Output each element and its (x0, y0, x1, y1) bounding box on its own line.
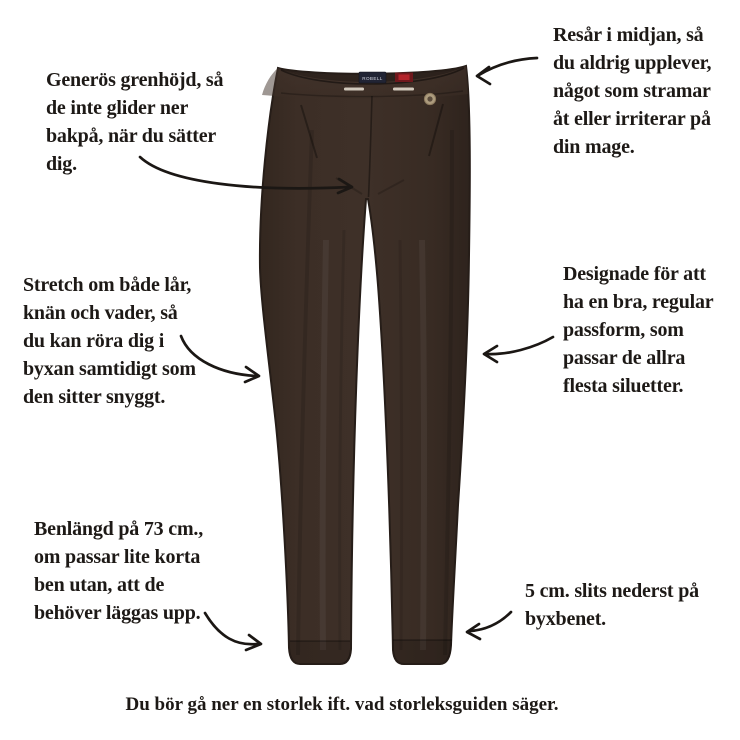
annotation-line: flesta siluetter. (563, 375, 684, 397)
annotation-line: din mage. (553, 136, 635, 158)
red-tag (395, 73, 413, 83)
annotation-line: du aldrig upplever, (553, 52, 712, 74)
size-guide-note: Du bör gå ner en storlek ift. vad storleksguiden säger. (125, 694, 559, 715)
annotation-line: Generös grenhöjd, så (46, 69, 224, 91)
annotation-line: passar de allra (563, 347, 686, 369)
waist-stitch-left (344, 88, 364, 91)
arrow-to-waistband-icon (477, 58, 537, 84)
leg-crease-right-inner (400, 240, 402, 650)
annotation-line: byxbenet. (525, 608, 606, 630)
annotation-line: åt eller irriterar på (553, 108, 711, 130)
annotation-line: du kan röra dig i (23, 330, 165, 352)
annotation-line: behöver läggas upp. (34, 602, 201, 624)
hem-left (290, 641, 350, 663)
annotation-stretch (23, 271, 196, 411)
annotation-line: 5 cm. slits nederst på (525, 580, 699, 602)
waist-button (424, 93, 435, 104)
annotation-line: passform, som (563, 319, 684, 341)
annotation-line: Stretch om både lår, (23, 274, 192, 296)
annotation-line: byxan samtidigt som (23, 358, 196, 380)
annotation-line: bakpå, när du sätter (46, 125, 217, 147)
annotation-hem-slit (525, 577, 699, 633)
annotation-crotch-height (46, 66, 223, 178)
annotation-line: ha en bra, regular (563, 291, 714, 313)
annotation-leg-length (34, 515, 203, 627)
leg-highlight-left (323, 240, 326, 650)
arrow-to-left-hem-icon (205, 613, 261, 650)
arrow-to-right-hem-icon (467, 612, 511, 639)
annotation-line: de inte glider ner (46, 97, 189, 119)
annotation-line: ben utan, att de (34, 574, 165, 596)
annotation-line: den sitter snyggt. (23, 386, 166, 408)
arrow-to-right-hip-icon (484, 337, 553, 362)
brand-label (359, 72, 386, 83)
annotation-line: Benlängd på 73 cm., (34, 518, 204, 540)
brand-label-text: ROBELL (362, 76, 383, 81)
waist-stitch-right (393, 88, 414, 91)
trousers-image (260, 66, 470, 664)
annotation-line: något som stramar (553, 80, 711, 102)
hem-right (393, 640, 452, 663)
annotation-line: dig. (46, 153, 77, 175)
annotation-line: Designade för att (563, 263, 706, 285)
trousers-silhouette (260, 66, 470, 664)
annotation-line: knän och vader, så (23, 302, 178, 324)
leg-highlight-right (422, 240, 424, 650)
annotation-regular-fit (563, 260, 713, 400)
annotation-elastic-waist (553, 21, 711, 161)
annotation-line: Resår i midjan, så (553, 24, 704, 46)
annotation-line: om passar lite korta (34, 546, 201, 568)
